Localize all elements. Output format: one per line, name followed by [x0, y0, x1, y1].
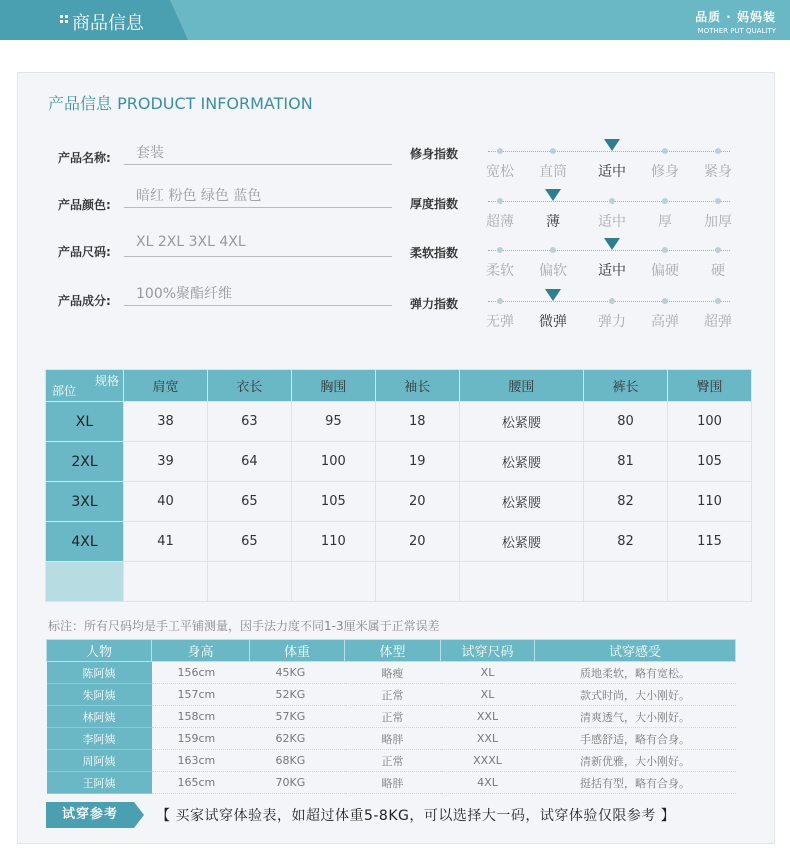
trial-cell-height: 157cm — [152, 684, 250, 706]
selected-marker-icon — [604, 139, 620, 151]
trial-cell-weight: 52KG — [250, 684, 345, 706]
trial-cell-body: 正常 — [345, 750, 441, 772]
trial-cell-feel: 手感舒适，略有合身。 — [535, 728, 736, 750]
table-row-empty — [46, 562, 752, 602]
scale-option-label: 修身 — [651, 164, 679, 180]
trial-cell-height: 158cm — [152, 706, 250, 728]
scale-dot — [497, 298, 503, 304]
scale-dot — [550, 247, 556, 253]
scale-option-label: 弹力 — [598, 314, 626, 330]
trial-cell-height: 159cm — [152, 728, 250, 750]
table-cell: 80 — [584, 402, 668, 442]
trial-table-body — [47, 662, 736, 794]
table-cell — [207, 562, 291, 602]
scale-dot — [662, 148, 668, 154]
trial-cell-size: XXXL — [441, 750, 535, 772]
col-header: 袖长 — [375, 370, 459, 402]
trial-reference-note: 【 买家试穿体验表，如超过体重5-8KG，可以选择大一码，试穿体验仅限参考 】 — [156, 808, 676, 824]
thickness-index-label: 厚度指数 — [410, 197, 459, 211]
scale-option-label: 直筒 — [539, 164, 567, 180]
table-cell: 41 — [124, 522, 208, 562]
col-header: 裤长 — [584, 370, 668, 402]
table-cell: 105 — [291, 482, 375, 522]
scale-dot — [497, 198, 503, 204]
table-cell: 65 — [207, 522, 291, 562]
table-cell: 20 — [375, 482, 459, 522]
trial-reference-tag: 试穿参考 — [46, 802, 134, 828]
col-header: 腰围 — [459, 370, 583, 402]
scale-option-label: 加厚 — [704, 214, 732, 230]
elasticity-index-label: 弹力指数 — [410, 297, 459, 311]
col-header: 身高 — [152, 640, 250, 662]
table-row — [46, 522, 752, 562]
scale-option-label: 硬 — [711, 263, 725, 279]
trial-cell-name: 陈阿姨 — [47, 662, 152, 684]
table-cell — [668, 562, 752, 602]
table-row — [47, 662, 736, 684]
fit-index-label: 修身指数 — [410, 147, 459, 161]
selected-marker-icon — [545, 189, 561, 201]
index-scale-line — [488, 250, 730, 251]
scale-dot — [662, 247, 668, 253]
table-cell: 20 — [375, 522, 459, 562]
scale-dot — [497, 247, 503, 253]
index-scale-line — [488, 151, 730, 152]
trial-cell-size: XXL — [441, 706, 535, 728]
size-label: 2XL — [46, 442, 124, 482]
table-row — [46, 482, 752, 522]
scale-option-label: 偏软 — [539, 263, 567, 279]
scale-option-label: 适中 — [598, 214, 626, 230]
scale-dot — [609, 298, 615, 304]
size-label: 4XL — [46, 522, 124, 562]
scale-option-label: 柔软 — [486, 263, 514, 279]
trial-cell-weight: 45KG — [250, 662, 345, 684]
col-header: 肩宽 — [124, 370, 208, 402]
col-header: 试穿尺码 — [441, 640, 535, 662]
table-cell: 115 — [668, 522, 752, 562]
table-cell: 100 — [291, 442, 375, 482]
scale-option-label: 适中 — [598, 164, 626, 180]
brand-name-en: MOTHER PUT QUALITY — [697, 27, 776, 35]
trial-cell-body: 略瘦 — [345, 662, 441, 684]
table-cell: 40 — [124, 482, 208, 522]
col-header: 胸围 — [291, 370, 375, 402]
table-cell: 95 — [291, 402, 375, 442]
table-cell: 松紧腰 — [459, 522, 583, 562]
table-cell — [584, 562, 668, 602]
scale-option-label: 无弹 — [486, 314, 514, 330]
scale-option-label: 厚 — [658, 214, 672, 230]
trial-cell-feel: 清爽透气，大小刚好。 — [535, 706, 736, 728]
table-row — [46, 442, 752, 482]
table-cell: 100 — [668, 402, 752, 442]
table-cell: 82 — [584, 522, 668, 562]
scale-dot — [715, 198, 721, 204]
product-color-value: 暗红 粉色 绿色 蓝色 — [124, 185, 392, 208]
scale-option-label: 高弹 — [651, 314, 679, 330]
table-cell: 松紧腰 — [459, 482, 583, 522]
product-name-label: 产品名称: — [58, 151, 111, 165]
softness-index-label: 柔软指数 — [410, 246, 459, 260]
corner-spec-label: 规格 — [94, 374, 119, 388]
trial-cell-name: 周阿姨 — [47, 750, 152, 772]
table-row — [47, 706, 736, 728]
scale-dot — [550, 148, 556, 154]
product-color-label: 产品颜色: — [58, 198, 111, 212]
trial-table — [46, 639, 736, 794]
col-header: 臀围 — [668, 370, 752, 402]
table-cell — [375, 562, 459, 602]
scale-dot — [715, 148, 721, 154]
selected-marker-icon — [545, 289, 561, 301]
trial-cell-height: 163cm — [152, 750, 250, 772]
product-size-value: XL 2XL 3XL 4XL — [124, 234, 392, 257]
table-row — [47, 772, 736, 794]
size-label: 3XL — [46, 482, 124, 522]
trial-cell-body: 正常 — [345, 706, 441, 728]
section-title: 产品信息 PRODUCT INFORMATION — [48, 94, 313, 113]
scale-dot — [715, 247, 721, 253]
trial-cell-body: 正常 — [345, 684, 441, 706]
table-cell: 18 — [375, 402, 459, 442]
table-cell: 82 — [584, 482, 668, 522]
scale-dot — [609, 198, 615, 204]
trial-cell-name: 朱阿姨 — [47, 684, 152, 706]
trial-cell-body: 略胖 — [345, 772, 441, 794]
table-cell: 38 — [124, 402, 208, 442]
size-table-corner — [46, 370, 124, 402]
col-header: 体重 — [250, 640, 345, 662]
brand-name-cn: 品质 · 妈妈装 — [695, 10, 776, 24]
trial-cell-feel: 质地柔软，略有宽松。 — [535, 662, 736, 684]
product-material-label: 产品成分: — [58, 294, 111, 308]
brand-logo — [695, 8, 776, 35]
table-cell: 39 — [124, 442, 208, 482]
trial-cell-weight: 62KG — [250, 728, 345, 750]
table-cell: 松紧腰 — [459, 402, 583, 442]
table-row — [47, 750, 736, 772]
trial-cell-feel: 款式时尚，大小刚好。 — [535, 684, 736, 706]
table-cell: 64 — [207, 442, 291, 482]
trial-cell-feel: 清新优雅，大小刚好。 — [535, 750, 736, 772]
product-material-value: 100%聚酯纤维 — [124, 283, 392, 306]
scale-option-label: 薄 — [546, 214, 560, 230]
scale-option-label: 宽松 — [486, 164, 514, 180]
product-size-label: 产品尺码: — [58, 245, 111, 259]
table-cell: 松紧腰 — [459, 442, 583, 482]
trial-cell-weight: 70KG — [250, 772, 345, 794]
table-cell: 110 — [668, 482, 752, 522]
size-label: XL — [46, 402, 124, 442]
scale-option-label: 超薄 — [486, 214, 514, 230]
scale-option-label: 紧身 — [704, 164, 732, 180]
scale-dot — [662, 198, 668, 204]
scale-option-label: 微弹 — [539, 314, 567, 330]
col-header: 体型 — [345, 640, 441, 662]
table-cell: 19 — [375, 442, 459, 482]
trial-cell-name: 王阿姨 — [47, 772, 152, 794]
table-cell: 65 — [207, 482, 291, 522]
trial-cell-feel: 挺括有型，略有合身。 — [535, 772, 736, 794]
table-cell: 105 — [668, 442, 752, 482]
trial-cell-name: 林阿姨 — [47, 706, 152, 728]
trial-cell-height: 156cm — [152, 662, 250, 684]
table-cell: 81 — [584, 442, 668, 482]
scale-option-label: 超弹 — [704, 314, 732, 330]
corner-part-label: 部位 — [52, 384, 77, 398]
scale-dot — [715, 298, 721, 304]
trial-table-header — [47, 640, 736, 662]
table-cell — [291, 562, 375, 602]
size-label-empty — [46, 562, 124, 602]
scale-dot — [497, 148, 503, 154]
trial-cell-size: XL — [441, 662, 535, 684]
table-row — [47, 728, 736, 750]
col-header: 衣长 — [207, 370, 291, 402]
trial-cell-body: 略胖 — [345, 728, 441, 750]
col-header: 人物 — [47, 640, 152, 662]
size-table-header — [46, 370, 752, 402]
selected-marker-icon — [604, 238, 620, 250]
trial-cell-height: 165cm — [152, 772, 250, 794]
table-cell — [459, 562, 583, 602]
col-header: 试穿感受 — [535, 640, 736, 662]
table-row — [47, 684, 736, 706]
table-cell: 110 — [291, 522, 375, 562]
measurement-note: 标注：所有尺码均是手工平铺测量，因手法力度不同1-3厘米属于正常误差 — [48, 619, 440, 633]
trial-cell-size: 4XL — [441, 772, 535, 794]
trial-cell-weight: 57KG — [250, 706, 345, 728]
scale-option-label: 适中 — [598, 263, 626, 279]
product-name-value: 套装 — [124, 142, 392, 165]
scale-dot — [662, 298, 668, 304]
size-table — [45, 369, 752, 602]
table-cell: 63 — [207, 402, 291, 442]
table-cell — [124, 562, 208, 602]
grid-dots-icon — [60, 15, 68, 25]
trial-cell-weight: 68KG — [250, 750, 345, 772]
table-row — [46, 402, 752, 442]
trial-cell-name: 李阿姨 — [47, 728, 152, 750]
trial-cell-size: XXL — [441, 728, 535, 750]
trial-cell-size: XL — [441, 684, 535, 706]
header-tab-title: 商品信息 — [72, 13, 144, 34]
scale-option-label: 偏硬 — [651, 263, 679, 279]
